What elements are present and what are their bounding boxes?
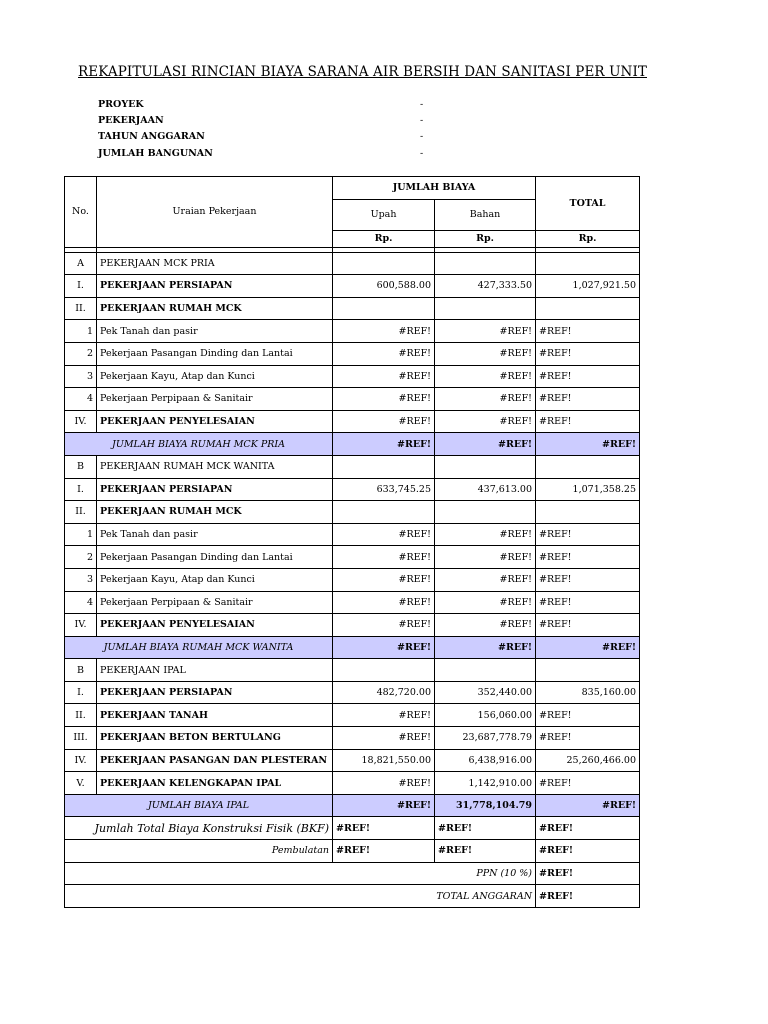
meta-value-proyek: - <box>420 99 424 110</box>
row-label: PEKERJAAN PENYELESAIAN <box>97 614 333 637</box>
row-no: 4 <box>65 388 97 411</box>
row-no: A <box>65 252 97 275</box>
header-rp-upah: Rp. <box>333 230 435 247</box>
work-item-row <box>65 704 640 727</box>
empty-cell <box>435 455 536 478</box>
bkf-upah: #REF! <box>333 817 435 840</box>
row-label: Pekerjaan Pasangan Dinding dan Lantai <box>97 546 333 569</box>
upah-value: 482,720.00 <box>333 681 435 704</box>
upah-value <box>333 501 435 524</box>
work-item-row <box>65 297 640 320</box>
meta-value-tahun-anggaran: - <box>420 131 424 142</box>
section-row <box>65 455 640 478</box>
row-no: 4 <box>65 591 97 614</box>
total-value: #REF! <box>536 342 640 365</box>
bahan-value: #REF! <box>435 568 536 591</box>
row-no: IV. <box>65 410 97 433</box>
sub-item-row <box>65 568 640 591</box>
row-no: II. <box>65 501 97 524</box>
bahan-value: #REF! <box>435 365 536 388</box>
empty-cell <box>536 455 640 478</box>
row-label: PEKERJAAN RUMAH MCK <box>97 297 333 320</box>
total-value: 1,027,921.50 <box>536 275 640 298</box>
row-no: I. <box>65 478 97 501</box>
work-item-row <box>65 275 640 298</box>
header-rp-bahan: Rp. <box>435 230 536 247</box>
row-label: Pekerjaan Kayu, Atap dan Kunci <box>97 568 333 591</box>
subtotal-row <box>65 433 640 456</box>
bahan-value: 427,333.50 <box>435 275 536 298</box>
row-no: II. <box>65 704 97 727</box>
meta-value-jumlah-bangunan: - <box>420 148 424 159</box>
row-no: 1 <box>65 523 97 546</box>
ppn-row <box>65 862 640 885</box>
work-item-row <box>65 410 640 433</box>
row-label: Pek Tanah dan pasir <box>97 320 333 343</box>
subtotal-total: #REF! <box>536 794 640 817</box>
total-value: #REF! <box>536 614 640 637</box>
page-title: REKAPITULASI RINCIAN BIAYA SARANA AIR BERSIH DAN SANITASI PER UNIT <box>78 64 647 80</box>
total-value: #REF! <box>536 568 640 591</box>
empty-cell <box>435 659 536 682</box>
bahan-value: 156,060.00 <box>435 704 536 727</box>
bahan-value: 23,687,778.79 <box>435 727 536 750</box>
empty-cell <box>333 252 435 275</box>
bahan-value: #REF! <box>435 388 536 411</box>
row-no: B <box>65 455 97 478</box>
sub-item-row <box>65 523 640 546</box>
bahan-value: #REF! <box>435 523 536 546</box>
total-value: #REF! <box>536 704 640 727</box>
subtotal-row <box>65 794 640 817</box>
work-item-row <box>65 478 640 501</box>
row-label: PEKERJAAN PERSIAPAN <box>97 478 333 501</box>
total-value: #REF! <box>536 546 640 569</box>
subtotal-bahan: #REF! <box>435 433 536 456</box>
subtotal-total: #REF! <box>536 433 640 456</box>
total-value: #REF! <box>536 320 640 343</box>
upah-value: #REF! <box>333 410 435 433</box>
work-item-row <box>65 614 640 637</box>
ppn-total: #REF! <box>536 862 640 885</box>
meta-value-pekerjaan: - <box>420 115 424 126</box>
header-row <box>65 177 640 200</box>
sub-item-row <box>65 365 640 388</box>
subtotal-bahan: 31,778,104.79 <box>435 794 536 817</box>
row-label: PEKERJAAN MCK PRIA <box>97 252 333 275</box>
upah-value: #REF! <box>333 388 435 411</box>
sub-item-row <box>65 342 640 365</box>
row-no: 2 <box>65 342 97 365</box>
bkf-total: #REF! <box>536 817 640 840</box>
subtotal-label: JUMLAH BIAYA IPAL <box>65 794 333 817</box>
meta-label-proyek: PROYEK <box>98 99 144 110</box>
header-no: No. <box>65 177 97 248</box>
section-row <box>65 252 640 275</box>
empty-cell <box>536 252 640 275</box>
total-value: #REF! <box>536 727 640 750</box>
cost-table <box>64 176 640 908</box>
upah-value: 600,588.00 <box>333 275 435 298</box>
work-item-row <box>65 772 640 795</box>
header-bahan: Bahan <box>435 199 536 230</box>
total-value: #REF! <box>536 523 640 546</box>
upah-value <box>333 297 435 320</box>
row-no: III. <box>65 727 97 750</box>
bahan-value: 352,440.00 <box>435 681 536 704</box>
total-value: 25,260,466.00 <box>536 749 640 772</box>
upah-value: 18,821,550.00 <box>333 749 435 772</box>
bahan-value: 437,613.00 <box>435 478 536 501</box>
bahan-value: #REF! <box>435 591 536 614</box>
total-value: #REF! <box>536 365 640 388</box>
subtotal-upah: #REF! <box>333 636 435 659</box>
row-no: II. <box>65 297 97 320</box>
row-label: PEKERJAAN IPAL <box>97 659 333 682</box>
subtotal-label: JUMLAH BIAYA RUMAH MCK PRIA <box>65 433 333 456</box>
subtotal-row <box>65 636 640 659</box>
upah-value: #REF! <box>333 568 435 591</box>
work-item-row <box>65 727 640 750</box>
upah-value: #REF! <box>333 546 435 569</box>
total-value: 1,071,358.25 <box>536 478 640 501</box>
upah-value: 633,745.25 <box>333 478 435 501</box>
bahan-value: 1,142,910.00 <box>435 772 536 795</box>
pembulatan-label: Pembulatan <box>65 840 333 863</box>
row-no: 1 <box>65 320 97 343</box>
row-no: 3 <box>65 365 97 388</box>
header-jumlah-biaya: JUMLAH BIAYA <box>333 177 536 200</box>
total-value: #REF! <box>536 772 640 795</box>
row-label: PEKERJAAN PERSIAPAN <box>97 681 333 704</box>
empty-cell <box>333 455 435 478</box>
bahan-value: #REF! <box>435 410 536 433</box>
row-label: PEKERJAAN PENYELESAIAN <box>97 410 333 433</box>
row-label: PEKERJAAN RUMAH MCK WANITA <box>97 455 333 478</box>
pembulatan-row <box>65 840 640 863</box>
row-label: Pekerjaan Perpipaan & Sanitair <box>97 591 333 614</box>
bahan-value: #REF! <box>435 546 536 569</box>
row-no: V. <box>65 772 97 795</box>
row-label: Pekerjaan Perpipaan & Sanitair <box>97 388 333 411</box>
row-label: PEKERJAAN KELENGKAPAN IPAL <box>97 772 333 795</box>
row-label: Pekerjaan Pasangan Dinding dan Lantai <box>97 342 333 365</box>
pembulatan-total: #REF! <box>536 840 640 863</box>
bahan-value <box>435 297 536 320</box>
row-no: 3 <box>65 568 97 591</box>
row-label: PEKERJAAN RUMAH MCK <box>97 501 333 524</box>
row-label: PEKERJAAN TANAH <box>97 704 333 727</box>
upah-value: #REF! <box>333 591 435 614</box>
header-total: TOTAL <box>536 177 640 231</box>
upah-value: #REF! <box>333 772 435 795</box>
meta-label-pekerjaan: PEKERJAAN <box>98 115 164 126</box>
row-no: 2 <box>65 546 97 569</box>
total-anggaran-row <box>65 885 640 908</box>
pembulatan-upah: #REF! <box>333 840 435 863</box>
meta-label-jumlah-bangunan: JUMLAH BANGUNAN <box>98 148 213 159</box>
empty-cell <box>333 659 435 682</box>
work-item-row <box>65 749 640 772</box>
subtotal-bahan: #REF! <box>435 636 536 659</box>
upah-value: #REF! <box>333 523 435 546</box>
sub-item-row <box>65 388 640 411</box>
row-no: I. <box>65 275 97 298</box>
subtotal-label: JUMLAH BIAYA RUMAH MCK WANITA <box>65 636 333 659</box>
bkf-label: Jumlah Total Biaya Konstruksi Fisik (BKF) <box>65 817 333 840</box>
bahan-value: #REF! <box>435 614 536 637</box>
bahan-value <box>435 501 536 524</box>
bahan-value: #REF! <box>435 342 536 365</box>
row-label: PEKERJAAN PASANGAN DAN PLESTERAN <box>97 749 333 772</box>
row-no: I. <box>65 681 97 704</box>
total-value: #REF! <box>536 410 640 433</box>
subtotal-upah: #REF! <box>333 433 435 456</box>
bahan-value: #REF! <box>435 320 536 343</box>
meta-label-tahun-anggaran: TAHUN ANGGARAN <box>98 131 205 142</box>
ppn-label: PPN (10 %) <box>65 862 536 885</box>
total-anggaran-label: TOTAL ANGGARAN <box>65 885 536 908</box>
total-value: 835,160.00 <box>536 681 640 704</box>
total-value: #REF! <box>536 388 640 411</box>
header-uraian: Uraian Pekerjaan <box>97 177 333 248</box>
row-label: Pekerjaan Kayu, Atap dan Kunci <box>97 365 333 388</box>
row-label: PEKERJAAN PERSIAPAN <box>97 275 333 298</box>
work-item-row <box>65 501 640 524</box>
row-label: PEKERJAAN BETON BERTULANG <box>97 727 333 750</box>
work-item-row <box>65 681 640 704</box>
upah-value: #REF! <box>333 320 435 343</box>
row-no: B <box>65 659 97 682</box>
upah-value: #REF! <box>333 342 435 365</box>
subtotal-total: #REF! <box>536 636 640 659</box>
upah-value: #REF! <box>333 727 435 750</box>
row-label: Pek Tanah dan pasir <box>97 523 333 546</box>
upah-value: #REF! <box>333 704 435 727</box>
sub-item-row <box>65 591 640 614</box>
total-value <box>536 297 640 320</box>
subtotal-upah: #REF! <box>333 794 435 817</box>
sub-item-row <box>65 546 640 569</box>
header-upah: Upah <box>333 199 435 230</box>
empty-cell <box>435 252 536 275</box>
total-value <box>536 501 640 524</box>
upah-value: #REF! <box>333 614 435 637</box>
bahan-value: 6,438,916.00 <box>435 749 536 772</box>
section-row <box>65 659 640 682</box>
pembulatan-bahan: #REF! <box>435 840 536 863</box>
total-anggaran-value: #REF! <box>536 885 640 908</box>
bkf-row <box>65 817 640 840</box>
header-rp-total: Rp. <box>536 230 640 247</box>
sub-item-row <box>65 320 640 343</box>
empty-cell <box>536 659 640 682</box>
row-no: IV. <box>65 614 97 637</box>
upah-value: #REF! <box>333 365 435 388</box>
row-no: IV. <box>65 749 97 772</box>
bkf-bahan: #REF! <box>435 817 536 840</box>
total-value: #REF! <box>536 591 640 614</box>
